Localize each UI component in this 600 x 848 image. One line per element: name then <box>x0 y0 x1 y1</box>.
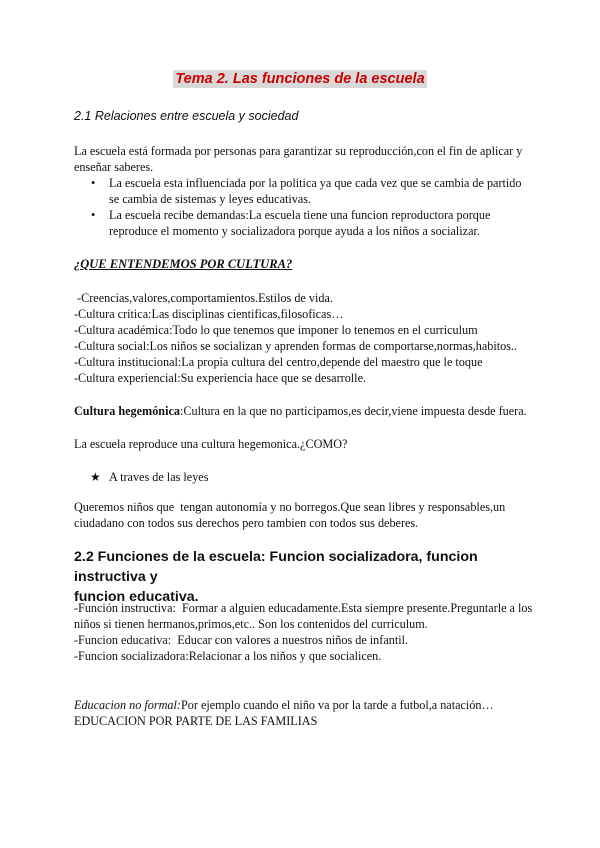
bullet-icon: • <box>91 208 96 222</box>
document-title: Tema 2. Las funciones de la escuela <box>175 71 425 87</box>
star-item: ★ A traves de las leyes <box>90 470 209 484</box>
cultura-line-6: -Cultura experiencial:Su experiencia hace que se desarrolle. <box>74 371 367 385</box>
funcion-line-1: -Función instructiva: Formar a alguien educadamente.Esta siempre presente.Preguntarle a los <box>74 601 533 615</box>
hegemonica-label: Cultura hegemónica <box>74 404 180 418</box>
intro-line-1: La escuela está formada por personas para garantizar su reproducción,con el fin de aplicar y <box>74 144 523 158</box>
funcion-line-3: -Funcion educativa: Educar con valores a nuestros niños de infantil. <box>74 633 409 647</box>
hegemonica-text: :Cultura en la que no participamos,es decir,viene impuesta desde fuera. <box>179 404 527 418</box>
star-icon: ★ <box>90 470 101 484</box>
cultura-heading: ¿QUE ENTENDEMOS POR CULTURA? <box>74 257 293 271</box>
cultura-line-1: -Creencias,valores,comportamientos.Estilos de vida. <box>74 291 333 305</box>
no-formal-line <box>74 697 494 713</box>
section-2-1-body <box>74 143 534 239</box>
bullet-item-2: • La escuela recibe demandas:La escuela tiene una funcion reproductora porque reproduce el momento y socializadora porque ayuda a los niños a socializar. <box>91 208 491 238</box>
no-formal-text: Por ejemplo cuando el niño va por la tarde a futbol,a natación… <box>180 698 494 712</box>
bullet-icon: • <box>91 176 96 190</box>
no-formal-label: Educacion no formal: <box>74 698 181 712</box>
cultura-line-5: -Cultura institucional:La propia cultura del centro,depende del maestro que le toque <box>74 355 483 369</box>
cultura-line-2: -Cultura crítica:Las disciplinas cientificas,filosoficas… <box>74 307 344 321</box>
section-2-2-heading: 2.2 Funciones de la escuela: Funcion socializadora, funcion instructiva y funcion educativa. <box>74 549 478 605</box>
queremos-line-1: Queremos niños que tengan autonomía y no borregos.Que sean libres y responsables,un <box>74 500 506 514</box>
section-2-1-heading: 2.1 Relaciones entre escuela y sociedad <box>74 109 299 123</box>
cultura-line-4: -Cultura social:Los niños se socializan y aprenden formas de comportarse,normas,habitos.. <box>74 339 518 353</box>
funcion-line-4: -Funcion socializadora:Relacionar a los niños y que socialicen. <box>74 649 382 663</box>
intro-line-2: enseñar saberes. <box>74 160 154 174</box>
queremos-line-2: ciudadano con todos sus derechos pero tambien con todos sus deberes. <box>74 516 419 530</box>
familias-line: EDUCACION POR PARTE DE LAS FAMILIAS <box>74 714 318 728</box>
reproduce-line: La escuela reproduce una cultura hegemonica.¿COMO? <box>74 437 348 451</box>
bullet-item-1: • La escuela esta influenciada por la politica ya que cada vez que se cambia de partido se cambia de sistemas y leyes educativas. <box>91 176 522 206</box>
funcion-line-2: niños si tienen hermanos,primos,etc.. Son los contenidos del curriculum. <box>74 617 428 631</box>
hegemonica-paragraph <box>74 403 527 419</box>
cultura-line-3: -Cultura académica:Todo lo que tenemos que imponer lo tenemos en el curriculum <box>74 323 478 337</box>
